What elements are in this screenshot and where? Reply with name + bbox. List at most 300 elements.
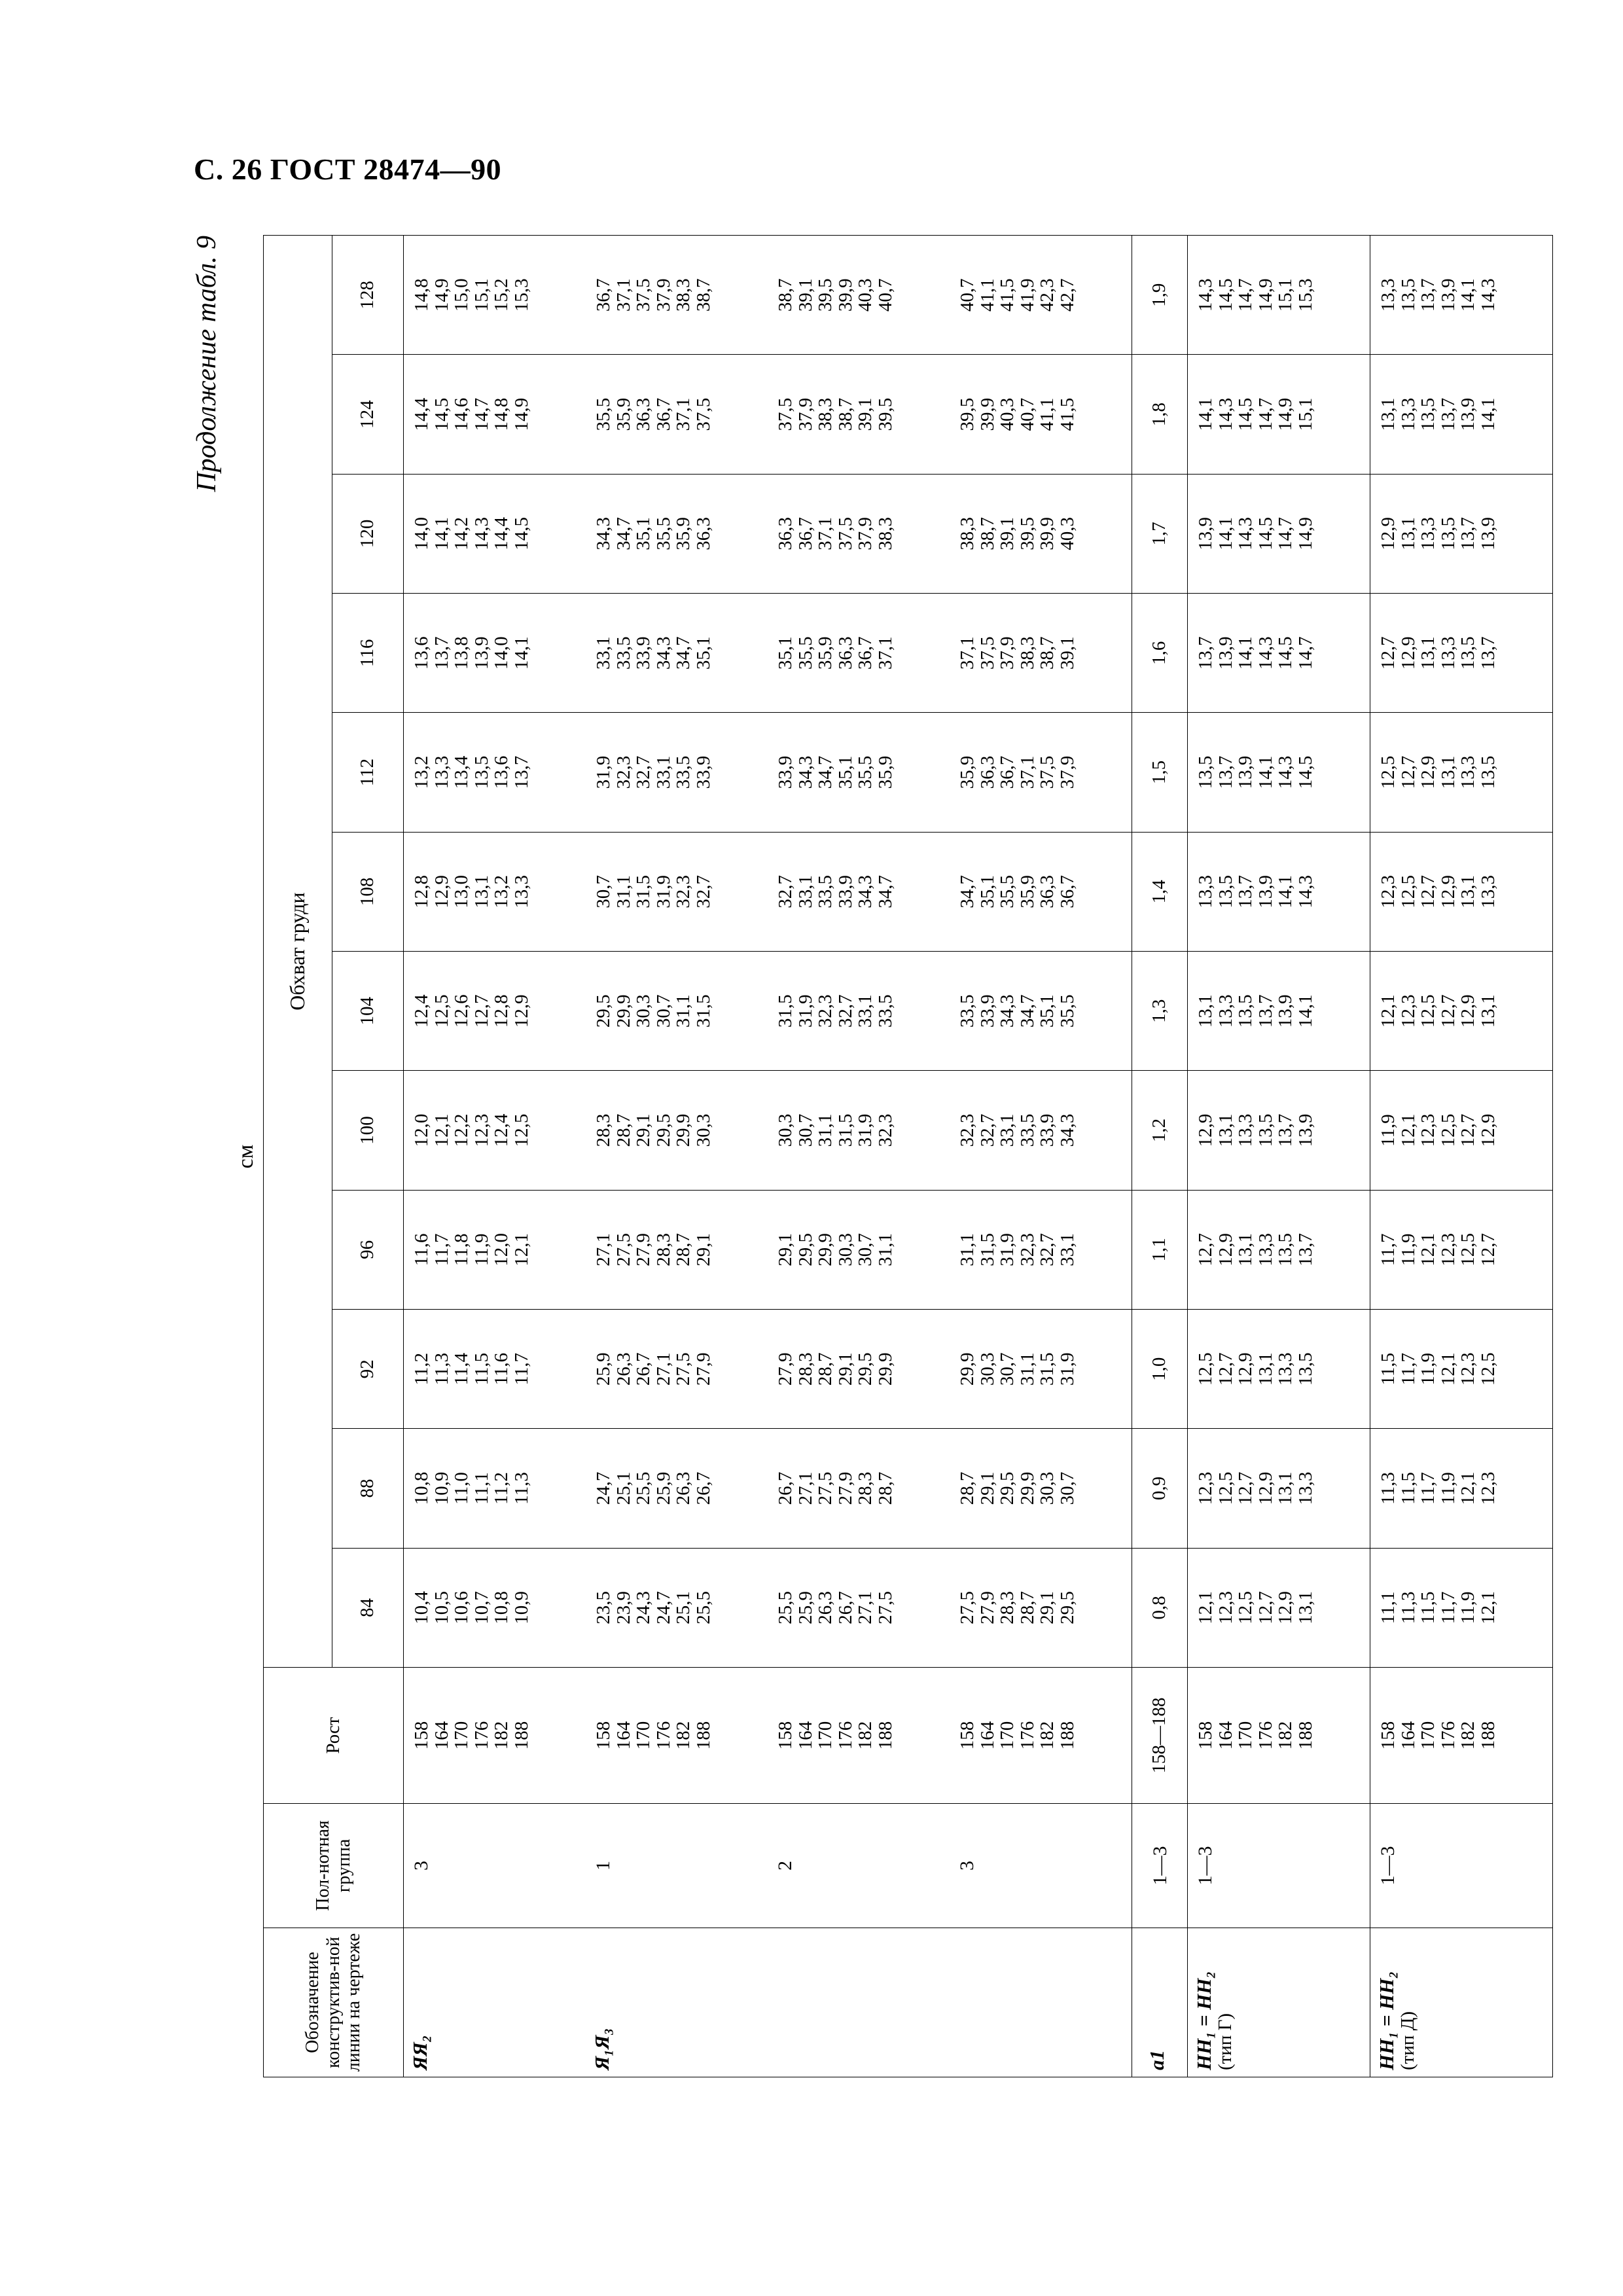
measurement-value: 11,3 xyxy=(1378,1472,1399,1505)
measurement-value: 10,6 xyxy=(451,1590,472,1624)
measurement-value: 34,7 xyxy=(815,755,836,789)
measurement-value: 34,7 xyxy=(1016,994,1038,1028)
measurement-value: 13,7 xyxy=(1457,517,1478,550)
measurement-value: 29,9 xyxy=(874,1352,896,1386)
height-cell xyxy=(404,1668,586,1804)
measurement-value: 13,3 xyxy=(1294,1471,1316,1505)
measurement-value: 28,3 xyxy=(652,1232,674,1266)
measurement-value: 12,5 xyxy=(1215,1471,1236,1505)
value-cell xyxy=(1132,236,1188,355)
value-cell xyxy=(1188,713,1370,832)
measurement-value: 11,2 xyxy=(491,1472,512,1505)
measurement-value: 13,5 xyxy=(1294,1352,1316,1386)
height-value: 176 xyxy=(652,1721,674,1750)
measurement-value: 15,3 xyxy=(1294,278,1316,312)
value-cell xyxy=(586,1429,768,1548)
measurement-value: 13,7 xyxy=(1418,278,1438,312)
measurement-value: 32,3 xyxy=(957,1113,978,1147)
measurement-value: 37,9 xyxy=(855,517,876,550)
measurement-value: 38,3 xyxy=(673,278,694,312)
measurement-value: 36,7 xyxy=(1056,875,1078,908)
measurement-value: 12,7 xyxy=(1378,636,1399,670)
measurement-value: 13,1 xyxy=(1397,517,1419,550)
measurement-value: 13,7 xyxy=(1294,1232,1316,1266)
designation-cell xyxy=(586,1928,768,2077)
measurement-value: 34,3 xyxy=(855,875,876,908)
measurement-value: 1,7 xyxy=(1149,522,1170,546)
measurement-value: 14,9 xyxy=(1275,397,1296,431)
measurement-value: 12,0 xyxy=(491,1232,512,1266)
measurement-value: 31,1 xyxy=(957,1232,978,1266)
measurement-value: 12,7 xyxy=(1255,1590,1276,1624)
measurement-value: 12,7 xyxy=(1397,755,1419,789)
measurement-value: 31,9 xyxy=(855,1113,876,1147)
measurement-value: 42,3 xyxy=(1037,278,1058,312)
measurement-value: 35,5 xyxy=(855,755,876,789)
measurement-value: 38,3 xyxy=(815,397,836,431)
measurement-value: 29,1 xyxy=(976,1471,998,1505)
measurement-value: 35,5 xyxy=(1056,994,1078,1028)
measurement-value: 27,9 xyxy=(775,1352,796,1386)
value-cell xyxy=(1188,952,1370,1071)
measurement-value: 27,5 xyxy=(613,1232,634,1266)
measurement-value: 32,7 xyxy=(692,875,714,908)
measurement-value: 14,5 xyxy=(431,397,452,431)
designation-cell xyxy=(1132,1928,1188,2077)
measurement-value: 27,1 xyxy=(794,1471,816,1505)
measurement-value: 14,5 xyxy=(1294,755,1316,789)
measurement-value: 14,8 xyxy=(491,397,512,431)
value-cell xyxy=(404,1190,586,1309)
chest-size-header: 124 xyxy=(332,355,404,474)
measurement-value: 37,9 xyxy=(1056,755,1078,789)
table-row xyxy=(1132,236,1188,2077)
measurement-value: 26,3 xyxy=(815,1590,836,1624)
measurement-value: 42,7 xyxy=(1056,278,1078,312)
measurement-value: 11,7 xyxy=(431,1233,452,1266)
measurement-value: 14,0 xyxy=(491,636,512,670)
measurement-value: 13,5 xyxy=(1418,397,1438,431)
value-cell xyxy=(950,594,1132,713)
height-value: 170 xyxy=(815,1721,836,1750)
measurement-value: 14,5 xyxy=(510,517,532,550)
measurement-value: 11,9 xyxy=(1397,1233,1419,1266)
measurement-value: 14,3 xyxy=(1275,755,1296,789)
designation-sublabel: (тип Г) xyxy=(1215,2013,1236,2070)
value-cell xyxy=(1132,594,1188,713)
height-value: 164 xyxy=(613,1721,634,1750)
value-cell xyxy=(586,355,768,474)
measurement-value: 33,9 xyxy=(834,875,856,908)
measurement-value: 26,7 xyxy=(633,1352,654,1386)
measurement-value: 12,9 xyxy=(1235,1352,1256,1386)
measurement-value: 33,9 xyxy=(1037,1113,1058,1147)
measurement-value: 13,1 xyxy=(1418,636,1438,670)
measurement-value: 37,9 xyxy=(794,397,816,431)
measurement-value: 14,1 xyxy=(1235,636,1256,670)
measurement-value: 13,9 xyxy=(1294,1113,1316,1147)
measurement-value: 33,5 xyxy=(815,875,836,908)
value-cell xyxy=(1370,474,1553,593)
measurement-value: 14,1 xyxy=(1457,278,1478,312)
measurement-value: 14,9 xyxy=(510,397,532,431)
designation-cell xyxy=(1188,1928,1370,2077)
measurement-value: 12,7 xyxy=(1457,1113,1478,1147)
measurement-value: 11,0 xyxy=(451,1472,472,1505)
designation-cell xyxy=(404,1928,586,2077)
measurement-value: 14,9 xyxy=(1294,517,1316,550)
measurement-value: 29,9 xyxy=(673,1113,694,1147)
measurement-value: 12,7 xyxy=(1215,1352,1236,1386)
measurement-value: 14,5 xyxy=(1215,278,1236,312)
measurement-value: 11,9 xyxy=(1457,1591,1478,1624)
measurement-value: 13,8 xyxy=(451,636,472,670)
measurement-value: 29,1 xyxy=(633,1113,654,1147)
value-cell xyxy=(768,1190,950,1309)
measurement-value: 12,3 xyxy=(1477,1471,1499,1505)
measurement-value: 32,3 xyxy=(673,875,694,908)
measurement-value: 39,9 xyxy=(976,397,998,431)
measurement-value: 13,1 xyxy=(1255,1352,1276,1386)
value-cell xyxy=(1132,1429,1188,1548)
measurement-value: 12,1 xyxy=(1195,1590,1216,1624)
measurement-value: 33,1 xyxy=(855,994,876,1028)
measurement-value: 25,5 xyxy=(775,1590,796,1624)
value-cell xyxy=(1188,1310,1370,1429)
measurement-value: 30,7 xyxy=(794,1113,816,1147)
measurement-value: 1,1 xyxy=(1149,1238,1170,1262)
measurement-value: 27,9 xyxy=(976,1590,998,1624)
value-cell xyxy=(768,355,950,474)
designation-cell xyxy=(950,1928,1132,2077)
measurement-value: 37,5 xyxy=(692,397,714,431)
measurement-value: 35,1 xyxy=(834,755,856,789)
height-value: 164 xyxy=(1215,1721,1236,1750)
group-cell: 1 xyxy=(586,1804,768,1928)
chest-size-header: 128 xyxy=(332,236,404,355)
measurement-value: 12,8 xyxy=(411,875,432,908)
value-cell xyxy=(586,952,768,1071)
measurement-value: 29,9 xyxy=(957,1352,978,1386)
designation-column-header: Обозначение конструктив-ной линии на чертеже xyxy=(264,1928,404,2077)
measurement-value: 39,5 xyxy=(874,397,896,431)
measurement-value: 27,5 xyxy=(874,1590,896,1624)
measurement-value: 12,5 xyxy=(510,1113,532,1147)
value-cell xyxy=(586,713,768,832)
measurement-value: 12,3 xyxy=(1397,994,1419,1028)
value-cell xyxy=(404,1071,586,1190)
measurement-value: 13,1 xyxy=(1378,397,1399,431)
height-value: 164 xyxy=(1397,1721,1419,1750)
measurement-value: 37,5 xyxy=(976,636,998,670)
value-cell xyxy=(1132,1310,1188,1429)
measurement-value: 34,3 xyxy=(593,517,614,550)
chest-group-header: Обхват груди xyxy=(264,236,332,1668)
measurement-value: 14,3 xyxy=(1255,636,1276,670)
group-column-header: Пол-нотная группа xyxy=(264,1804,404,1928)
height-value: 182 xyxy=(1037,1721,1058,1750)
group-cell: 3 xyxy=(404,1804,586,1928)
measurement-value: 36,3 xyxy=(633,397,654,431)
measurement-value: 38,7 xyxy=(976,517,998,550)
measurement-value: 30,3 xyxy=(834,1232,856,1266)
measurement-value: 15,0 xyxy=(451,278,472,312)
value-cell xyxy=(404,1429,586,1548)
measurement-value: 35,9 xyxy=(815,636,836,670)
measurement-value: 13,7 xyxy=(1195,636,1216,670)
measurement-value: 12,7 xyxy=(1235,1471,1256,1505)
measurement-value: 40,3 xyxy=(855,278,876,312)
chest-size-header: 100 xyxy=(332,1071,404,1190)
measurement-value: 40,7 xyxy=(1016,397,1038,431)
value-cell xyxy=(404,713,586,832)
measurement-value: 38,7 xyxy=(775,278,796,312)
measurement-value: 11,3 xyxy=(510,1472,532,1505)
measurement-value: 30,7 xyxy=(855,1232,876,1266)
measurement-value: 12,8 xyxy=(491,994,512,1028)
measurement-value: 38,7 xyxy=(834,397,856,431)
table-row xyxy=(1370,236,1553,2077)
page-header: С. 26 ГОСТ 28474—90 xyxy=(194,152,502,186)
value-cell xyxy=(586,236,768,355)
chest-size-header: 92 xyxy=(332,1310,404,1429)
measurement-value: 29,9 xyxy=(613,994,634,1028)
value-cell xyxy=(404,236,586,355)
measurement-value: 31,9 xyxy=(652,875,674,908)
measurement-value: 32,7 xyxy=(834,994,856,1028)
measurement-value: 14,3 xyxy=(1215,397,1236,431)
measurement-value: 35,1 xyxy=(692,636,714,670)
measurement-value: 32,3 xyxy=(874,1113,896,1147)
measurement-value: 26,3 xyxy=(673,1471,694,1505)
value-cell xyxy=(1188,355,1370,474)
value-cell xyxy=(950,832,1132,951)
measurement-value: 41,5 xyxy=(1056,397,1078,431)
table-header-row xyxy=(264,236,332,2077)
value-cell xyxy=(586,1310,768,1429)
measurement-value: 14,1 xyxy=(1215,517,1236,550)
measurement-value: 27,5 xyxy=(815,1471,836,1505)
measurement-value: 35,5 xyxy=(997,875,1018,908)
measurement-value: 13,4 xyxy=(451,755,472,789)
value-cell xyxy=(1132,355,1188,474)
measurement-value: 30,3 xyxy=(976,1352,998,1386)
measurement-value: 13,2 xyxy=(491,875,512,908)
measurement-value: 12,9 xyxy=(431,875,452,908)
measurement-value: 35,1 xyxy=(976,875,998,908)
measurement-value: 1,6 xyxy=(1149,641,1170,665)
measurement-value: 11,9 xyxy=(1437,1472,1459,1505)
measurement-value: 33,9 xyxy=(692,755,714,789)
chest-size-header: 88 xyxy=(332,1429,404,1548)
value-cell xyxy=(1370,355,1553,474)
measurement-value: 39,9 xyxy=(1037,517,1058,550)
measurement-value: 13,9 xyxy=(1477,517,1499,550)
measurement-value: 36,7 xyxy=(652,397,674,431)
measurement-value: 13,9 xyxy=(1275,994,1296,1028)
value-cell xyxy=(1370,1310,1553,1429)
measurement-value: 12,5 xyxy=(1437,1113,1459,1147)
measurement-value: 25,9 xyxy=(794,1590,816,1624)
measurement-value: 30,7 xyxy=(997,1352,1018,1386)
height-cell xyxy=(1132,1668,1188,1804)
measurement-value: 10,8 xyxy=(491,1590,512,1624)
designation-label: НН₁ = НН₂ xyxy=(1192,1971,1215,2070)
measurement-value: 1,5 xyxy=(1149,760,1170,785)
measurement-value: 10,9 xyxy=(431,1471,452,1505)
measurement-value: 13,3 xyxy=(1418,517,1438,550)
value-cell xyxy=(1188,1429,1370,1548)
measurement-value: 33,9 xyxy=(633,636,654,670)
measurement-value: 14,1 xyxy=(1275,875,1296,908)
designation-label: Я₁Я₃ xyxy=(590,2028,613,2070)
measurement-value: 14,7 xyxy=(1255,397,1276,431)
measurement-value: 12,3 xyxy=(471,1113,492,1147)
value-cell xyxy=(1132,952,1188,1071)
measurement-value: 1,9 xyxy=(1149,283,1170,307)
measurement-value: 35,9 xyxy=(613,397,634,431)
measurement-value: 13,7 xyxy=(431,636,452,670)
measurement-value: 25,9 xyxy=(593,1352,614,1386)
measurement-value: 12,1 xyxy=(431,1113,452,1147)
measurement-value: 11,4 xyxy=(451,1352,472,1386)
measurement-value: 13,5 xyxy=(1275,1232,1296,1266)
measurement-value: 35,9 xyxy=(957,755,978,789)
chest-size-header: 108 xyxy=(332,832,404,951)
measurement-value: 39,5 xyxy=(815,278,836,312)
height-cell xyxy=(1370,1668,1553,1804)
measurement-value: 40,3 xyxy=(997,397,1018,431)
measurement-value: 13,3 xyxy=(1378,278,1399,312)
value-cell xyxy=(1132,1190,1188,1309)
value-cell xyxy=(950,1429,1132,1548)
measurement-value: 13,9 xyxy=(471,636,492,670)
measurement-value: 0,9 xyxy=(1149,1476,1170,1501)
height-value: 158 xyxy=(411,1721,432,1750)
measurement-value: 33,1 xyxy=(794,875,816,908)
height-cell xyxy=(1188,1668,1370,1804)
value-cell xyxy=(950,952,1132,1071)
measurement-value: 41,1 xyxy=(976,278,998,312)
value-cell xyxy=(1370,952,1553,1071)
height-value: 158—188 xyxy=(1149,1697,1170,1774)
height-value: 170 xyxy=(997,1721,1018,1750)
value-cell xyxy=(586,1548,768,1667)
measurement-value: 14,9 xyxy=(1255,278,1276,312)
height-value: 188 xyxy=(874,1721,896,1750)
measurement-value: 31,1 xyxy=(1016,1352,1038,1386)
value-cell xyxy=(768,474,950,593)
value-cell xyxy=(1188,474,1370,593)
measurement-value: 29,5 xyxy=(652,1113,674,1147)
measurement-value: 39,1 xyxy=(1056,636,1078,670)
measurement-value: 0,8 xyxy=(1149,1596,1170,1620)
measurement-value: 13,1 xyxy=(1275,1471,1296,1505)
height-value: 158 xyxy=(1378,1721,1399,1750)
measurement-value: 13,7 xyxy=(1215,755,1236,789)
measurement-value: 12,7 xyxy=(1195,1232,1216,1266)
value-cell xyxy=(1188,1071,1370,1190)
measurement-value: 12,1 xyxy=(1378,994,1399,1028)
measurement-value: 13,5 xyxy=(1437,517,1459,550)
measurement-value: 13,5 xyxy=(1235,994,1256,1028)
measurement-value: 38,7 xyxy=(1037,636,1058,670)
measurement-value: 35,9 xyxy=(874,755,896,789)
value-cell xyxy=(1132,1071,1188,1190)
table-row xyxy=(1188,236,1370,2077)
value-cell xyxy=(586,474,768,593)
measurement-value: 14,1 xyxy=(431,517,452,550)
measurement-value: 15,1 xyxy=(1294,397,1316,431)
measurement-value: 39,1 xyxy=(997,517,1018,550)
measurement-value: 12,5 xyxy=(1195,1352,1216,1386)
rotated-table-block xyxy=(192,236,1507,2077)
measurement-value: 10,7 xyxy=(471,1590,492,1624)
group-cell: 2 xyxy=(768,1804,950,1928)
value-cell xyxy=(768,1429,950,1548)
measurement-value: 13,3 xyxy=(1477,875,1499,908)
value-cell xyxy=(1370,1429,1553,1548)
measurement-value: 41,1 xyxy=(1037,397,1058,431)
height-value: 170 xyxy=(1418,1721,1438,1750)
height-value: 188 xyxy=(510,1721,532,1750)
measurement-value: 28,3 xyxy=(794,1352,816,1386)
units-label: см xyxy=(234,1144,258,1169)
height-value: 182 xyxy=(1275,1721,1296,1750)
measurement-value: 13,1 xyxy=(1215,1113,1236,1147)
measurement-value: 37,9 xyxy=(652,278,674,312)
measurement-value: 14,5 xyxy=(1255,517,1276,550)
measurement-value: 37,5 xyxy=(834,517,856,550)
measurement-value: 10,8 xyxy=(411,1471,432,1505)
measurement-value: 13,3 xyxy=(1457,755,1478,789)
measurement-value: 14,4 xyxy=(491,517,512,550)
measurement-value: 29,1 xyxy=(1037,1590,1058,1624)
measurement-value: 31,1 xyxy=(874,1232,896,1266)
value-cell xyxy=(404,952,586,1071)
measurement-value: 12,7 xyxy=(1418,875,1438,908)
measurement-value: 27,9 xyxy=(692,1352,714,1386)
height-value: 182 xyxy=(1457,1721,1478,1750)
measurement-value: 36,3 xyxy=(1037,875,1058,908)
height-value: 176 xyxy=(834,1721,856,1750)
measurement-value: 11,5 xyxy=(471,1352,492,1386)
chest-size-header: 104 xyxy=(332,952,404,1071)
value-cell xyxy=(404,594,586,713)
measurement-value: 11,1 xyxy=(1378,1591,1399,1624)
chest-size-header: 112 xyxy=(332,713,404,832)
measurement-value: 29,5 xyxy=(1056,1590,1078,1624)
value-cell xyxy=(586,1190,768,1309)
value-cell xyxy=(1370,1071,1553,1190)
measurement-value: 13,7 xyxy=(1477,636,1499,670)
measurement-value: 33,1 xyxy=(652,755,674,789)
measurement-value: 35,5 xyxy=(652,517,674,550)
value-cell xyxy=(950,1071,1132,1190)
measurement-value: 28,7 xyxy=(1016,1590,1038,1624)
measurement-value: 1,8 xyxy=(1149,402,1170,427)
measurement-value: 14,1 xyxy=(1294,994,1316,1028)
group-cell: 3 xyxy=(950,1804,1132,1928)
value-cell xyxy=(1370,1190,1553,1309)
measurement-value: 28,3 xyxy=(997,1590,1018,1624)
designation-label: ЯЯ₂ xyxy=(408,2035,431,2070)
measurement-value: 14,1 xyxy=(1255,755,1276,789)
measurement-value: 31,9 xyxy=(794,994,816,1028)
height-cell xyxy=(950,1668,1132,1804)
measurement-value: 25,9 xyxy=(652,1471,674,1505)
measurement-value: 39,9 xyxy=(834,278,856,312)
